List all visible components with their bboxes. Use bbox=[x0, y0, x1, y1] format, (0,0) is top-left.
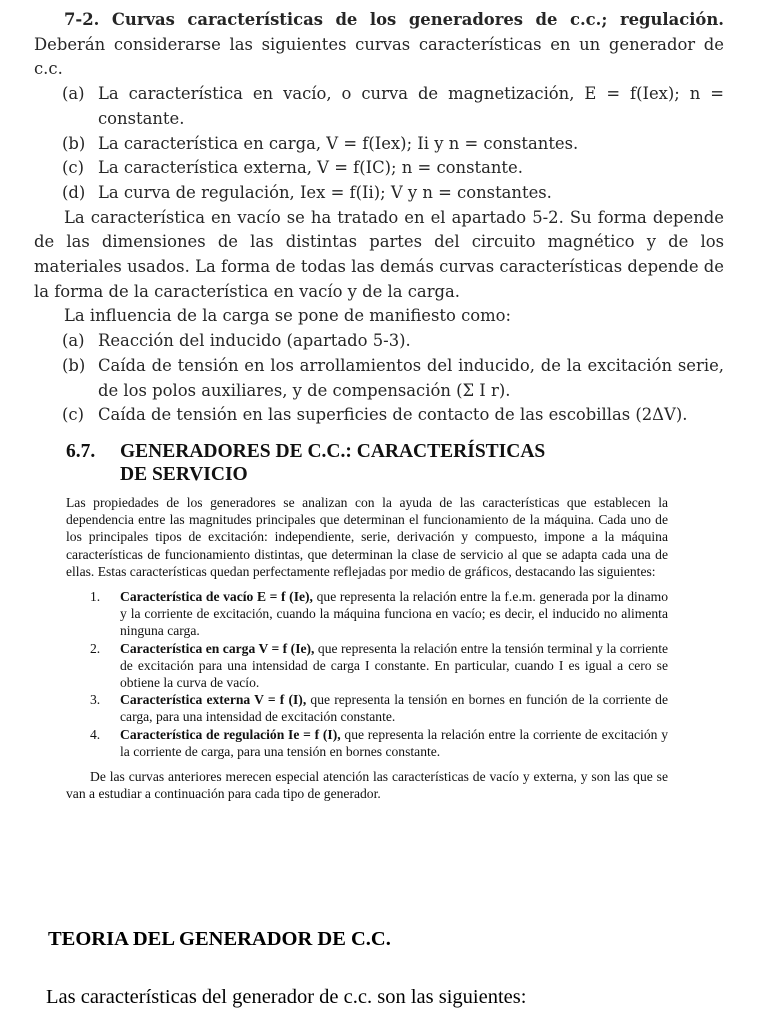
item-text: que representa la relación entre la tensión terminal y la corriente de excitación para una intensidad de carga I constante. En particular, cuando I es igual a cero se obtiene la curva de vacío. bbox=[120, 640, 669, 691]
curves-list bbox=[34, 82, 724, 206]
item-number: 3. bbox=[90, 692, 101, 708]
item-text: La característica en carga, V = f(Iex); Ii y n = constantes. bbox=[98, 133, 579, 153]
item-number: 2. bbox=[90, 640, 101, 656]
characteristics-list bbox=[66, 588, 668, 760]
item-text: Caída de tensión en los arrollamientos del inducido, de la excitación serie, de los polos auxiliares, y de compensación (Σ I r). bbox=[98, 355, 724, 400]
intro-text: Deberán considerarse las siguientes curvas características en un generador de c.c. bbox=[34, 34, 724, 79]
effects-list bbox=[34, 329, 724, 428]
list-item bbox=[34, 132, 724, 157]
item-label: (b) bbox=[62, 133, 86, 153]
list-item bbox=[34, 156, 724, 181]
closing-paragraph: De las curvas anteriores merecen especial atención las características de vacío y externa, y son las que se van a estudiar a continuación para cada tipo de generador. bbox=[66, 769, 668, 802]
section-title-line2: DE SERVICIO bbox=[120, 464, 248, 485]
item-text: Caída de tensión en las superficies de contacto de las escobillas (2ΔV). bbox=[98, 405, 688, 425]
item-label: (a) bbox=[62, 331, 85, 351]
influence-intro: La influencia de la carga se pone de manifiesto como: bbox=[64, 306, 512, 326]
intro-paragraph bbox=[34, 8, 724, 82]
section-heading bbox=[66, 440, 668, 486]
item-label: (c) bbox=[62, 158, 84, 178]
item-text: que representa la tensión en bornes en función de la corriente de carga, para una intensidad de excitación constante. bbox=[120, 692, 668, 725]
item-number: 4. bbox=[90, 726, 101, 742]
item-term: Característica de vacío E = f (Ie), bbox=[120, 589, 313, 605]
section-intro: Las propiedades de los generadores se analizan con la ayuda de las características que establecen la dependencia entre las magnitudes principales que determinan el funcionamiento de la máquina. Cada uno de los principales tipos de excitación: independiente, serie, derivación y compuesto, impone a la máquina características de funcionamiento distintas, que determinan la clase de servicio al que se adapta cada una de ellas. Estas características quedan perfectamente reflejadas por medio de gráficos, destacando las siguientes: bbox=[66, 495, 668, 579]
item-label: (c) bbox=[62, 405, 84, 425]
item-label: (a) bbox=[62, 84, 85, 104]
list-item bbox=[66, 691, 668, 725]
scanned-book-excerpt bbox=[34, 8, 724, 428]
list-item bbox=[34, 82, 724, 131]
item-text: La característica externa, V = f(IC); n = constante. bbox=[98, 158, 523, 178]
item-label: (d) bbox=[62, 182, 86, 202]
section-title-line1: GENERADORES DE C.C.: CARACTERÍSTICAS bbox=[120, 441, 546, 462]
item-number: 1. bbox=[90, 589, 101, 605]
section-number: 6.7. bbox=[66, 441, 96, 462]
intro-heading: 7-2. Curvas características de los generadores de c.c.; regulación. bbox=[64, 10, 724, 29]
item-text: que representa la relación entre la corriente de excitación y la corriente de carga, para una tensión en bornes constante. bbox=[120, 726, 668, 759]
item-term: Característica de regulación Ie = f (I), bbox=[120, 726, 341, 742]
item-text: que representa la relación entre la f.e.m. generada por la dinamo y la corriente de excitación, cuando la máquina funciona en vacío; es decir, el inducido no alimenta ninguna carga. bbox=[120, 589, 668, 639]
item-text: La característica en vacío, o curva de magnetización, E = f(Iex); n = constante. bbox=[98, 84, 724, 128]
list-item bbox=[34, 181, 724, 206]
document-title: TEORIA DEL GENERADOR DE C.C. bbox=[48, 928, 391, 950]
item-term: Característica en carga V = f (Ie), bbox=[120, 640, 315, 656]
list-item bbox=[66, 640, 668, 692]
item-text: La curva de regulación, Iex = f(Ii); V y n = constantes. bbox=[98, 182, 552, 202]
document-intro-line: Las características del generador de c.c. son las siguientes: bbox=[46, 986, 527, 1008]
list-item bbox=[34, 403, 724, 428]
list-item bbox=[66, 588, 668, 640]
section-6-7 bbox=[66, 440, 668, 802]
item-label: (b) bbox=[62, 355, 86, 375]
item-term: Característica externa V = f (I), bbox=[120, 692, 307, 708]
list-item bbox=[34, 354, 724, 403]
body-paragraph: La característica en vacío se ha tratado en el apartado 5-2. Su forma depende de las dimensiones de las distintas partes del circuito magnético y de los materiales usados. La forma de todas las demás curvas características depende de la forma de la característica en vacío y de la carga. bbox=[34, 207, 724, 301]
list-item bbox=[34, 329, 724, 354]
list-item bbox=[66, 726, 668, 760]
item-text: Reacción del inducido (apartado 5-3). bbox=[98, 331, 411, 351]
